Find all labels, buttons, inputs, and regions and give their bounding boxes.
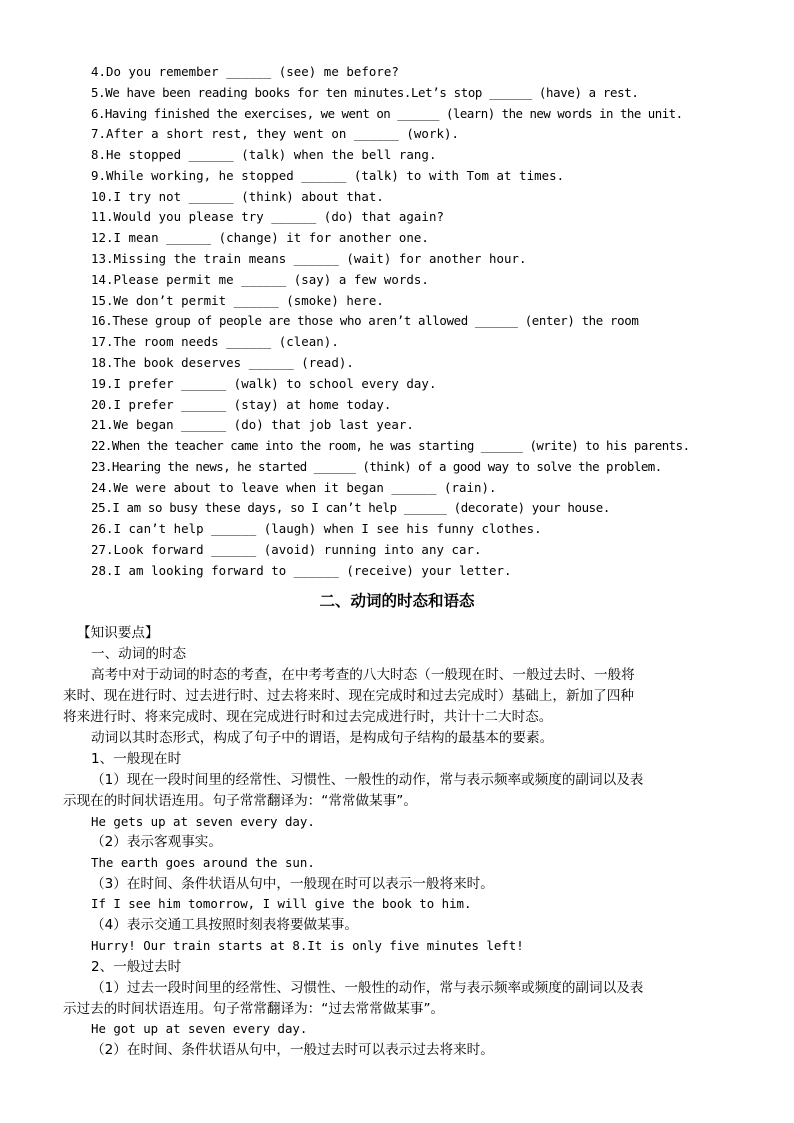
- present-rule-3: （3）在时间、条件状语从句中，一般现在时可以表示一般将来时。: [91, 876, 494, 892]
- exercise-10: 10.I try not ______ (think) about that.: [91, 189, 384, 204]
- present-rule-4: （4）表示交通工具按照时刻表将要做某事。: [91, 917, 358, 933]
- exercise-12: 12.I mean ______ (change) it for another one.: [91, 230, 429, 245]
- section-title: 二、动词的时态和语态: [319, 592, 475, 610]
- exercise-5: 5.We have been reading books for ten minutes.Let’s stop ______ (have) a rest.: [91, 85, 639, 100]
- tense-subheading: 一、动词的时态: [91, 646, 187, 662]
- present-example-4: Hurry! Our train starts at 8.It is only five minutes left!: [91, 938, 524, 953]
- intro-line-3: 将来进行时、将来完成时、现在完成进行时和过去完成进行时，共计十二大时态。: [63, 709, 553, 725]
- exercise-9: 9.While working, he stopped ______ (talk) to with Tom at times.: [91, 168, 565, 183]
- past-rule-1-line-2: 示过去的时间状语连用。句子常常翻译为：“过去常常做某事”。: [63, 1001, 445, 1017]
- exercise-14: 14.Please permit me ______ (say) a few words.: [91, 272, 429, 287]
- knowledge-heading: 【知识要点】: [77, 625, 159, 641]
- exercise-19: 19.I prefer ______ (walk) to school every day.: [91, 376, 437, 391]
- present-rule-2: （2）表示客观事实。: [91, 834, 222, 850]
- exercise-23: 23.Hearing the news, he started ______ (think) of a good way to solve the problem.: [91, 459, 662, 474]
- exercise-24: 24.We were about to leave when it began ______ (rain).: [91, 480, 497, 495]
- past-simple-heading: 2、一般过去时: [91, 959, 182, 975]
- exercise-7: 7.After a short rest, they went on ______ (work).: [91, 126, 459, 141]
- exercise-21: 21.We began ______ (do) that job last year.: [91, 417, 414, 432]
- present-example-3: If I see him tomorrow, I will give the book to him.: [91, 896, 472, 911]
- exercise-25: 25.I am so busy these days, so I can’t help ______ (decorate) your house.: [91, 500, 611, 515]
- intro-line-2: 来时、现在进行时、过去进行时、过去将来时、现在完成时和过去完成时）基础上，新加了四种: [63, 688, 634, 704]
- exercise-15: 15.We don’t permit ______ (smoke) here.: [91, 293, 384, 308]
- exercise-6: 6.Having finished the exercises, we went on ______ (learn) the new words in the unit.: [91, 106, 683, 121]
- exercise-26: 26.I can’t help ______ (laugh) when I see his funny clothes.: [91, 521, 542, 536]
- present-simple-heading: 1、一般现在时: [91, 751, 182, 767]
- exercise-13: 13.Missing the train means ______ (wait) for another hour.: [91, 251, 527, 266]
- present-rule-1-line-1: （1）现在一段时间里的经常性、习惯性、一般性的动作，常与表示频率或频度的副词以及表: [91, 772, 644, 788]
- exercise-4: 4.Do you remember ______ (see) me before?: [91, 64, 399, 79]
- past-example-1: He got up at seven every day.: [91, 1021, 308, 1036]
- exercise-20: 20.I prefer ______ (stay) at home today.: [91, 397, 392, 412]
- exercise-28: 28.I am looking forward to ______ (receive) your letter.: [91, 563, 512, 578]
- exercise-18: 18.The book deserves ______ (read).: [91, 355, 354, 370]
- exercise-17: 17.The room needs ______ (clean).: [91, 334, 339, 349]
- intro-line-1: 高考中对于动词的时态的考查，在中考考查的八大时态（一般现在时、一般过去时、一般将: [91, 667, 635, 683]
- exercise-22: 22.When the teacher came into the room, he was starting ______ (write) to his parents.: [91, 438, 690, 453]
- present-rule-1-line-2: 示现在的时间状语连用。句子常常翻译为：“常常做某事”。: [63, 793, 417, 809]
- exercise-8: 8.He stopped ______ (talk) when the bell rang.: [91, 147, 437, 162]
- present-example-2: The earth goes around the sun.: [91, 855, 315, 870]
- present-example-1: He gets up at seven every day.: [91, 814, 315, 829]
- exercise-27: 27.Look forward ______ (avoid) running into any car.: [91, 542, 482, 557]
- past-rule-1-line-1: （1）过去一段时间里的经常性、习惯性、一般性的动作，常与表示频率或频度的副词以及表: [91, 980, 644, 996]
- past-rule-2: （2）在时间、条件状语从句中，一般过去时可以表示过去将来时。: [91, 1042, 494, 1058]
- exercise-16: 16.These group of people are those who aren’t allowed ______ (enter) the room: [91, 313, 639, 328]
- intro-line-4: 动词以其时态形式，构成了句子中的谓语，是构成句子结构的最基本的要素。: [91, 730, 554, 746]
- exercise-11: 11.Would you please try ______ (do) that again?: [91, 209, 444, 224]
